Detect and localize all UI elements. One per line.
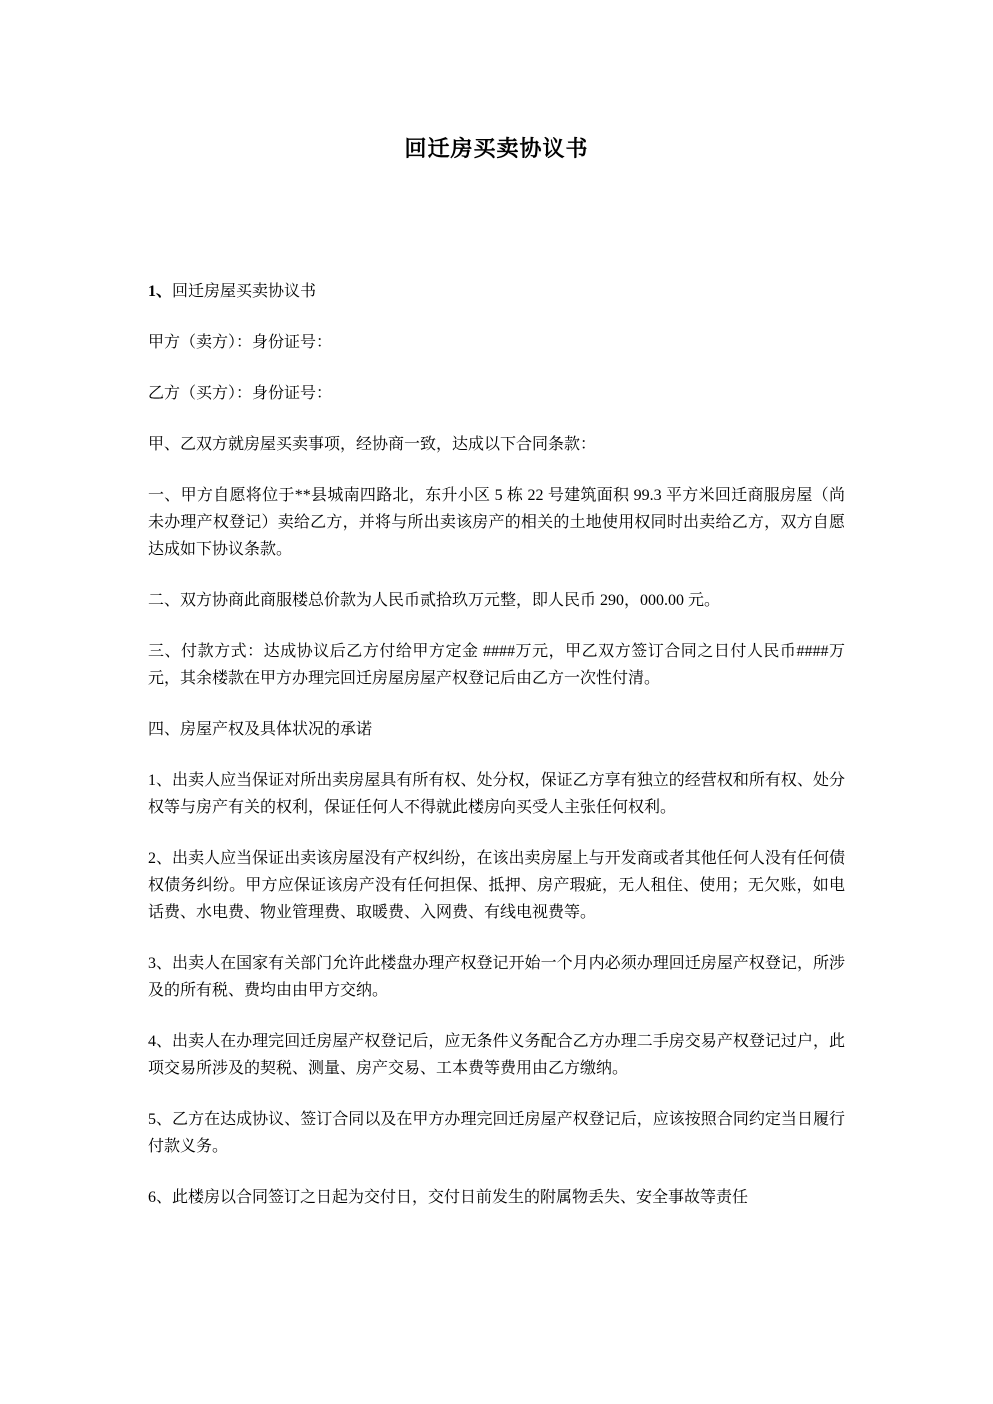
promise-item-1: 1、出卖人应当保证对所出卖房屋具有所有权、处分权，保证乙方享有独立的经营权和所有权、处分权等与房产有关的权利，保证任何人不得就此楼房向买受人主张任何权利。 [148, 772, 845, 816]
promise-item-2: 2、出卖人应当保证出卖该房屋没有产权纠纷，在该出卖房屋上与开发商或者其他任何人没有任何债权债务纠纷。甲方应保证该房产没有任何担保、抵押、房产瑕疵，无人租住、使用；无欠账，如电话费、水电费、物业管理费、取暖费、入网费、有线电视费等。 [148, 850, 845, 921]
document-body [0, 164, 993, 1211]
clause-four-heading: 四、房屋产权及具体状况的承诺 [148, 721, 373, 738]
subtitle-number: 1、 [148, 283, 173, 300]
promise-item-5: 5、乙方在达成协议、签订合同以及在甲方办理完回迁房屋产权登记后，应该按照合同约定当日履行付款义务。 [148, 1111, 845, 1155]
clause-one: 一、甲方自愿将位于**县城南四路北，东升小区 5 栋 22 号建筑面积 99.3 平方米回迁商服房屋（尚未办理产权登记）卖给乙方，并将与所出卖该房产的相关的土地使用权同时出卖给乙方，双方自愿达成如下协议条款。 [148, 487, 845, 558]
subtitle-text: 回迁房屋买卖协议书 [172, 283, 317, 300]
clause-two: 二、双方协商此商服楼总价款为人民币贰拾玖万元整，即人民币 290，000.00 元。 [148, 592, 721, 609]
promise-item-3: 3、出卖人在国家有关部门允许此楼盘办理产权登记开始一个月内必须办理回迁房屋产权登记，所涉及的所有税、费均由由甲方交纳。 [148, 955, 845, 999]
party-b-line: 乙方（买方）：身份证号： [148, 385, 333, 402]
document-title: 回迁房买卖协议书 [404, 136, 589, 161]
clause-three: 三、付款方式：达成协议后乙方付给甲方定金 ####万元，甲乙双方签订合同之日付人民币####万元，其余楼款在甲方办理完回迁房屋房屋产权登记后由乙方一次性付清。 [148, 643, 845, 687]
party-a-line: 甲方（卖方）：身份证号： [148, 334, 333, 351]
subtitle-line [148, 278, 845, 305]
promise-item-6: 6、此楼房以合同签订之日起为交付日，交付日前发生的附属物丢失、安全事故等责任 [148, 1189, 749, 1206]
preamble-line: 甲、乙双方就房屋买卖事项，经协商一致，达成以下合同条款： [148, 436, 597, 453]
promise-item-4: 4、出卖人在办理完回迁房屋产权登记后，应无条件义务配合乙方办理二手房交易产权登记过户，此项交易所涉及的契税、测量、房产交易、工本费等费用由乙方缴纳。 [148, 1033, 845, 1077]
